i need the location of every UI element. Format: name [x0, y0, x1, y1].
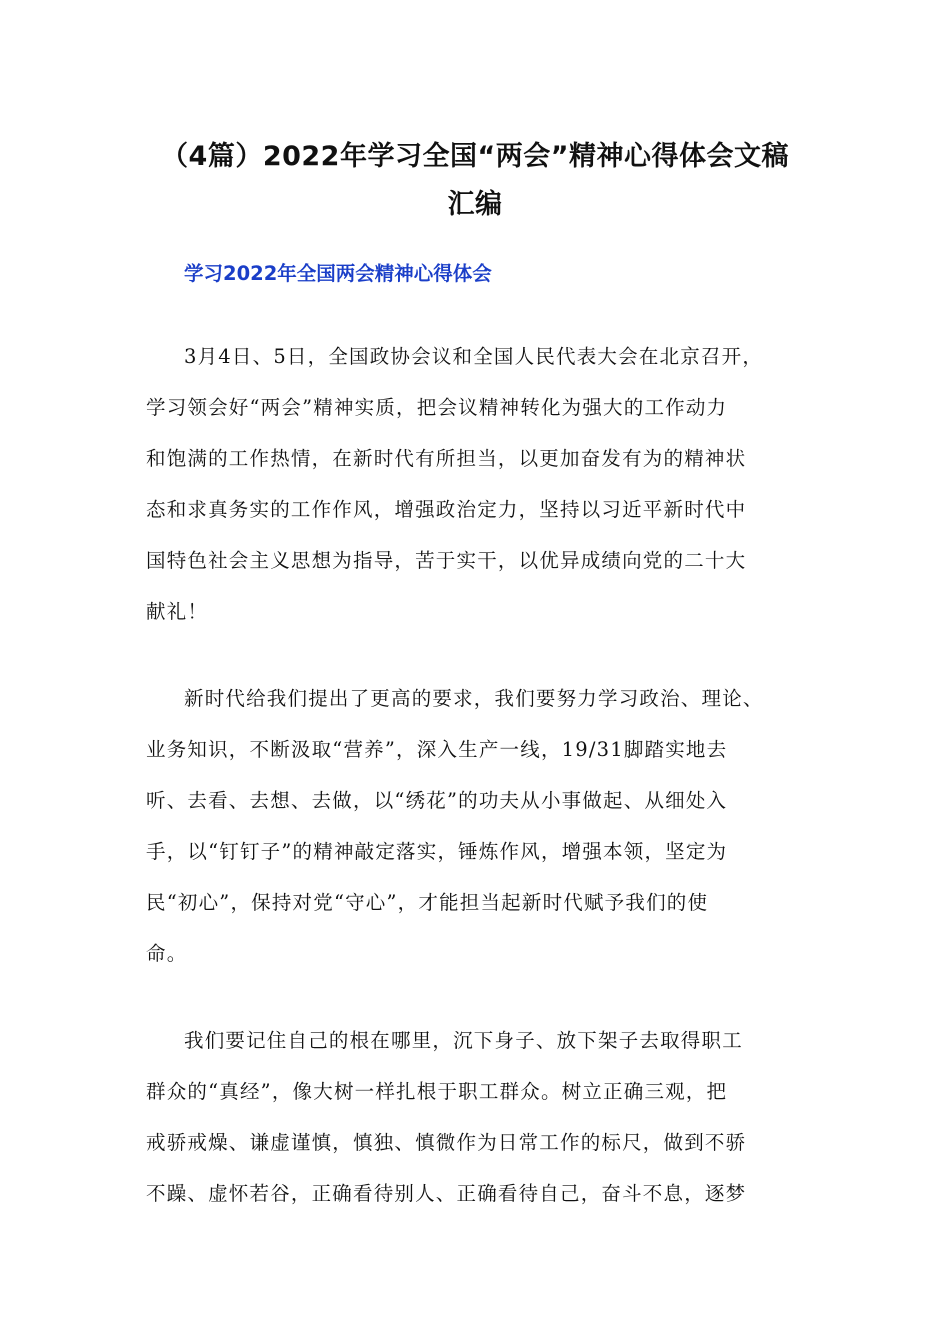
paragraph-line: 民“初心”，保持对党“守心”，才能担当起新时代赋予我们的使 [146, 891, 709, 914]
paragraph-line: 态和求真务实的工作作风，增强政治定力，坚持以习近平新时代中 [146, 498, 747, 521]
paragraph-line: 献礼！ [146, 600, 209, 623]
paragraph-line: 国特色社会主义思想为指导，苦于实干，以优异成绩向党的二十大 [146, 549, 747, 572]
paragraph-line: 和饱满的工作热情，在新时代有所担当，以更加奋发有为的精神状 [146, 447, 747, 470]
paragraph-line: 命。 [146, 942, 188, 965]
paragraph-3 [146, 1015, 836, 1219]
paragraph-line: 3月4日、5日，全国政协会议和全国人民代表大会在北京召开， [184, 345, 764, 368]
document-title-line-2: 汇编 [447, 189, 503, 220]
paragraph-line: 学习领会好“两会”精神实质，把会议精神转化为强大的工作动力 [146, 396, 728, 419]
paragraph-line: 业务知识，不断汲取“营养”，深入生产一线，19/31脚踏实地去 [146, 738, 728, 761]
document-title-line-1: （4篇）2022年学习全国“两会”精神心得体会文稿 [161, 141, 789, 172]
paragraph-line: 我们要记住自己的根在哪里，沉下身子、放下架子去取得职工 [184, 1029, 743, 1052]
paragraph-1 [146, 331, 836, 637]
paragraph-line: 群众的“真经”，像大树一样扎根于职工群众。树立正确三观，把 [146, 1080, 728, 1103]
paragraph-line: 听、去看、去想、去做，以“绣花”的功夫从小事做起、从细处入 [146, 789, 728, 812]
paragraph-line: 新时代给我们提出了更高的要求，我们要努力学习政治、理论、 [184, 687, 764, 710]
paragraph-line: 手，以“钉钉子”的精神敲定落实，锤炼作风，增强本领，坚定为 [146, 840, 728, 863]
paragraph-line: 不躁、虚怀若谷，正确看待别人、正确看待自己，奋斗不息，逐梦 [146, 1182, 747, 1205]
paragraph-2 [146, 673, 836, 979]
paragraph-line: 戒骄戒燥、谦虚谨慎，慎独、慎微作为日常工作的标尺，做到不骄 [146, 1131, 747, 1154]
section-heading: 学习2022年全国两会精神心得体会 [184, 262, 492, 285]
